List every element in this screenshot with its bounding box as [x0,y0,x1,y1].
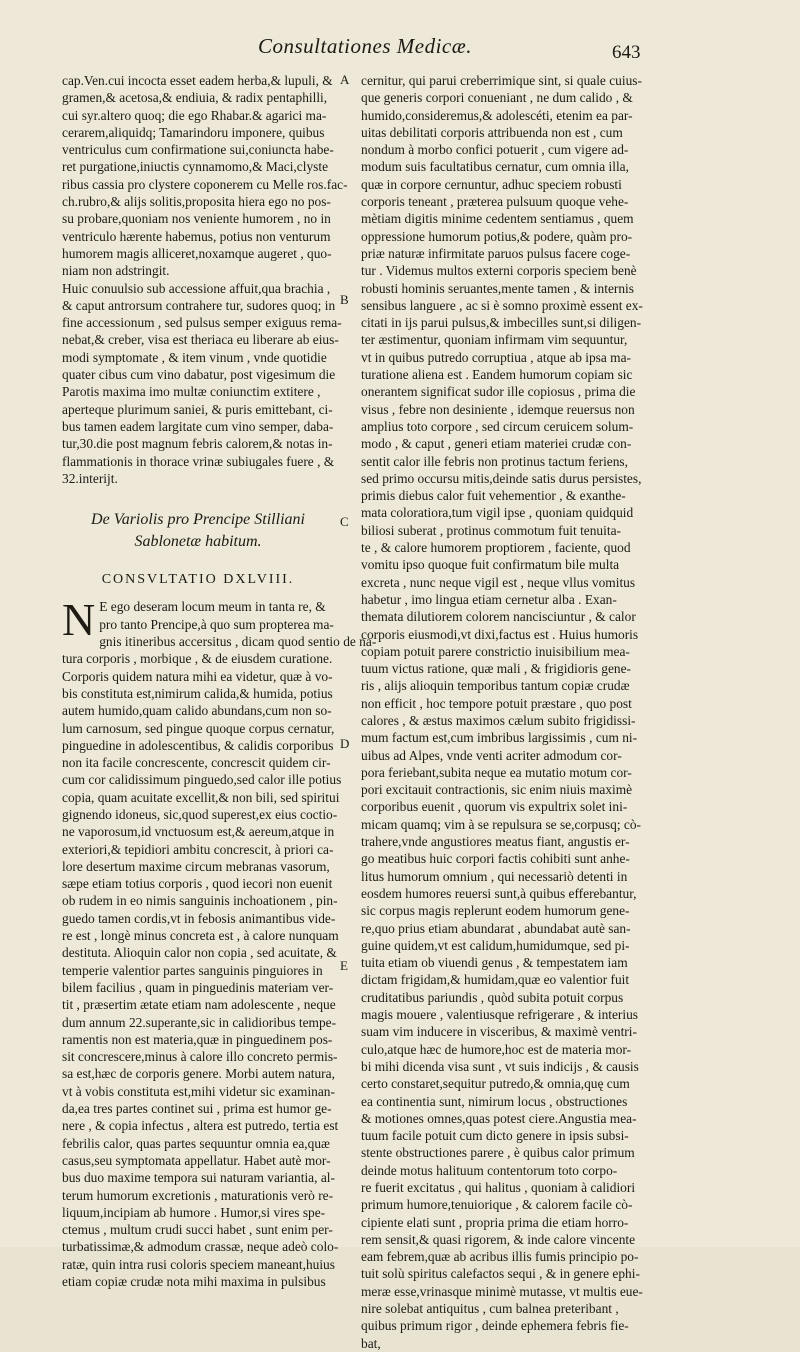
text-line: ret purgatione,iniuctis cynnamomo,& Maci,clyste [62,159,329,175]
text-line: casus,seu symptomata appellatur. Habet autè mor- [62,1152,331,1168]
text-line: turatione aliena est . Eandem humorum copiam sic [361,367,633,383]
text-line: bat, [361,1335,381,1351]
text-line: amplius toto corpore , sed circum ceruicem solum- [361,418,634,434]
text-line: cerarem,aliquidq; Tamarindoru imponere, quibus [62,124,325,140]
text-line: terum humorum excretionis , maturationis verò re- [62,1187,334,1203]
text-line: re fuerit excitatus , qui halitus , quoniam à calidiori [361,1180,636,1195]
text-line: turbatissimæ,& admodum crassæ, neque adeò colo- [62,1239,339,1255]
text-line: habetur , imo lingua etiam cernetur alba . Exan- [361,591,617,607]
text-line: Huic conuulsio sub accessione affuit,qua brachia , [62,280,331,296]
text-line: dum annum 22.superante,sic in calidioribus tempe- [62,1014,337,1030]
text-line: tur . Videmus multos externi corporis speciem benè [361,263,637,279]
text-line: ea continentia sunt, nimirum locus , obstructiones [361,1093,628,1109]
text-line: certo constaret,sequitur putredo,& omnia,quę cum [361,1076,630,1092]
text-line: aperteque plurimum saniei, & puris emittebant, ci- [62,401,333,417]
text-line: modo , & caput , generi etiam materiei crudæ con- [361,436,632,452]
text-line: cipiente elati sunt , propria prima die etiam horro- [361,1214,629,1230]
text-line: ter æstimentur, quoniam infirmam vim sequuntur, [361,332,628,348]
text-line: sensibus languere , ac si è somno proximè essent ex- [361,297,643,313]
text-line: tuita etiam ob viuendi genus , & tempestatem iam [361,955,628,971]
text-line: pori excitauit contractionis, sic enim niuis maximè [361,782,633,798]
text-line: & motiones omnes,quas potest ciere.Angustia mea- [361,1110,637,1126]
text-line: corporibus euenit , quorum vis expultrix solet ini- [361,799,628,815]
text-line: da,ea tres partes continet sui , prima est humor ge- [62,1101,332,1117]
text-line: pinguedine in adolescentibus, & calidis corporibus [62,737,334,753]
right-column-text [361,72,679,1352]
text-line: culo,atque hæc de humore,hoc est de materia mor- [361,1041,632,1057]
text-line: gramen,& acetosa,& endiuia, & radix pentaphilli, [62,90,328,106]
text-line: sentit calor ille febris non protinus tactum feriens, [361,453,628,469]
text-line: temperie valentior partes sanguinis pinguiores in [62,962,323,978]
text-line: themata dilutiorem colorem nancisciuntur , & calor [361,609,636,625]
text-line: visus , febre non desiniente , idemque reuersus non [361,401,635,417]
text-line: nebat,& creber, visa est theriaca eu liberare ab eius- [62,332,339,348]
text-line: sed primo occursu mitis,deinde satis durus persistes, [361,470,642,486]
text-line: micam quamq; vim à se repulsura se se,corpusq; cò- [361,816,642,832]
text-line: mètiam digitis minime cedentem sentiamus , quem [361,211,634,227]
text-line: excreta , nunc neque vigil est , neque vllus vomitus [361,574,636,590]
text-line: pro tanto Prencipe,à quo sum propterea ma- [99,616,334,632]
text-line: deinde motus halituum contentorum toto corpo- [361,1162,618,1178]
text-line: vt à vobis constituta est,mihi videtur sic examinan- [62,1083,335,1099]
text-line: quater cibus cum vino dabatur, post vigesimum die [62,367,336,383]
text-line: calores , & æstus maximos cælum subito frigidissi- [361,712,636,728]
text-line: litus humorum omnium , qui necessariò detenti in [361,868,628,884]
text-line: eam febrem,quæ ab acribus illis fumis principio po- [361,1249,639,1265]
text-line: bus tamen eadem largitate cum vino semper, daba- [62,418,334,434]
text-line: ribus cassia pro clystere coponerem cu Melle ros.fac- [62,176,348,192]
text-line: Parotis maxima imo multæ coniunctim extitere , [62,384,321,400]
text-line: etiam copiæ crudæ nota mihi maxima in pulsibus [62,1274,326,1289]
text-line: nondum à morbo confici potuerit , cum vigere ad- [361,142,629,158]
text-line: ratæ, quin intra rusi coloris speciem maneant,huius [62,1256,335,1272]
text-line: tura corporis , morbique , & de eiusdem curatione. [62,651,333,667]
text-line: suam vim inducere in visceribus, & maximè ventri- [361,1024,637,1040]
text-line: robusti hominis seruantes,mente tamen , & internis [361,280,634,296]
text-line: & caput antrorsum contrahere tur, sudores quoq; in [62,297,336,313]
text-line: onerantem significat sudor ille copiosus , prima die [361,384,636,400]
text-line: lum carnosum, sed pingue quoque corpus cernatur, [62,720,335,736]
margin-letter-a: A [340,72,350,87]
text-line: trahere,vnde angustiores meatus fiant, angustis er- [361,834,630,850]
text-line: primum humore,tenuiorique , & calorem facile cò- [361,1197,633,1213]
text-line: sic corpus magis replerunt eodem humorum gene- [361,903,630,919]
text-line: flammationis in thorace vrinæ subiugales fuere , & [62,453,335,469]
previous-case-paragraph [62,72,348,487]
text-line: exteriori,& tepidiori ambitu concrescit, à priori ca- [62,841,334,857]
text-line: sa est,hæc de corporis genere. Morbi autem natura, [62,1066,335,1082]
text-line: ris , alijs alioquin temporibus tantum copiæ crudæ [361,678,630,694]
text-line: corporis teneant , præterea pulsuum quoque vehe- [361,194,629,210]
text-line: go meatibus huic corpori factis cohibiti sunt anhe- [361,851,630,867]
text-line: tuum facile potuit cum dicto genere in ipsis subsi- [361,1128,629,1144]
section-heading [62,509,334,553]
text-line: humorem magis alliceret,noxamque augeret , quo- [62,245,332,261]
consultatio-title: CONSVLTATIO DXLVIII. [101,572,295,588]
text-line: que generis corpori conueniant , ne dum calido , & [361,90,633,106]
text-line: ne vaporosum,id vnctuosum est,& aereum,atque in [62,824,335,840]
text-line: gnis itineribus accersitus , dicam quod sentio de na- [99,634,377,650]
text-line: humido,consideremus,& adolescéti, etenim ea par- [361,107,633,123]
text-line: cui syr.altero quoq; die ego Rhabar.& agarici ma- [62,107,327,123]
text-line: E ego deseram locum meum in tanta re, & [99,599,326,615]
text-line: tuit solù spiritus calefactos sequi , & in genere ephi- [361,1266,640,1282]
text-line: modum suis facultatibus cernatur, cum omnia illa, [361,159,629,175]
text-line: ventriculus cum confirmatione sui,coniuncta habe- [62,142,334,158]
text-line: tit , præsertim ætate etiam nam adolescente , neque [62,997,336,1013]
text-line: re,quo prius etiam abundarat , abundabat autè san- [361,920,631,936]
text-line: oppressione humorum potius,& podere, quàm pro- [361,228,633,244]
text-line: bus duo maxime tempora sui naturam variantia, al- [62,1170,335,1186]
text-line: biliosi suberat , protinus commotum fuit tenuita- [361,522,621,538]
text-line: corporis eiusmodi,vt dixi,factus est . Huius humoris [361,626,639,642]
text-line: guine quidem,vt est calidum,humidumque, sed pi- [361,937,630,953]
text-line: primis diebus calor fuit vehementior , & exanthe- [361,488,626,504]
text-line: nire solebat antiquitus , cum balnea preteribant , [361,1301,619,1317]
text-line: cernitur, qui parui creberrimique sint, si quale cuius- [361,73,642,88]
text-line: ventriculo hærente habemus, potius non venturum [62,228,331,244]
text-line: rem sensit,& quasi rigorem, & inde calore vincente [361,1231,636,1247]
text-line: copiam potuit parere constrictio inuisibilium mea- [361,643,630,659]
text-line: febrilis calor, quas partes sequuntur omnia ea,quæ [62,1135,330,1151]
margin-letter-c: C [340,514,349,529]
text-line: sæpe etiam totius corporis , quod iecori non euenit [62,876,333,892]
running-title: Consultationes Medicæ. [258,34,472,58]
text-line: copia, quam acuitate excellit,& non bili, sed spiritui [62,789,340,805]
text-line: modi symptomate , & item vinum , vnde quotidie [62,349,327,365]
text-line: nere , & copia infectus , altera est putredo, tertia est [62,1118,339,1134]
text-line: fine accessionum , sed pulsus semper exiguus rema- [62,315,342,331]
text-line: autem humido,quam calido abundans,cum non so- [62,703,332,719]
text-line: cruditatibus pariundis , quòd subita potuit corpus [361,989,624,1005]
drop-cap: N [62,594,96,646]
text-line: liquum,incipiam ab humore . Humor,si vires spe- [62,1204,326,1220]
margin-letter-d: D [340,736,350,751]
text-line: quibus primum rigor , deinde ephemera febris fie- [361,1318,629,1334]
text-line: lore desertum maxime circum mebranas vasorum, [62,858,330,874]
consultatio-text [62,594,377,1290]
text-line: bis constituta est,nimirum calida,& humida, potius [62,685,333,701]
text-line: guedo tamen cordis,vt in febosis animantibus vide- [62,910,336,926]
text-line: ch.rubro,& alijs solitis,proposita hiera ego no pos- [62,194,331,210]
consultatio-body [62,594,377,1290]
text-line: Corporis quidem natura mihi ea videtur, quæ à vo- [62,668,333,684]
text-line: dictam frigidam,& humidam,quæ eo valentior fuit [361,972,630,988]
text-line: non ita facile concrescente, concrescit quidem cir- [62,755,331,771]
text-line: eosdem humores reuersi sunt,à quibus efferebantur, [361,885,637,901]
text-line: magis mouere , valentiusque refrigerare , & interius [361,1007,639,1023]
text-line: bilem facilius , quam in pinguedinis materiam ver- [62,979,334,995]
text-line: destituta. Alioquin calor non copia , sed acuitate, & [62,945,337,961]
text-line: sit concrescere,minus à calore illo concreto permis- [62,1049,338,1065]
text-line: citati in ijs parui pulsus,& imbecilles sunt,si diligen- [361,315,642,331]
text-line: vt in quibus putredo corruptiua , atque ab ipsa ma- [361,349,631,365]
text-line: cap.Ven.cui incocta esset eadem herba,& lupuli, & [62,73,333,88]
text-line: su probare,quoniam nos veniente humorem , no in [62,211,331,227]
text-line: ctemus , multum crudi succi habet , sunt enim per- [62,1222,333,1238]
text-line: te , & calore humorem proptiorem , faciente, quod [361,540,631,556]
text-line: mata coloratiora,tum vigil ipse , quoniam quidquid [361,505,634,521]
margin-letter-b: B [340,292,349,307]
text-line: ob rudem in eo nimis sanguinis inchoationem , pin- [62,893,338,909]
page-number: 643 [612,42,641,63]
heading-line-1: De Variolis pro Prencipe Stilliani [91,511,305,529]
text-line: niam non adstringit. [62,263,170,279]
text-line: tur,30.die post magnum febris calorem,& notas in- [62,436,333,452]
text-line: gignendo idoneus, sic,quod superest,ex eius coctio- [62,806,338,822]
text-line: uitas debilitati corporis attribuenda non est , cum [361,124,623,140]
text-line: pora feriebant,subita neque ea mutatio motum cor- [361,764,632,780]
text-line: priæ naturæ infirmitate paruos pulsus facere coge- [361,245,631,261]
text-line: non efficit , hoc tempore potuit præstare , quo post [361,695,632,711]
text-line: ramentis non est materia,quæ in pinguedinem pos- [62,1031,333,1047]
text-line: uibus ad Alpes, vnde venti acriter admodum cor- [361,747,622,763]
left-column [62,72,377,1290]
right-column [361,72,679,1352]
text-line: bi mihi dicenda visa sunt , vt suis indicijs , & causis [361,1058,639,1074]
text-line: re est , longè minus concreta est , à calore nunquam [62,928,339,944]
text-line: meræ esse,vrinasque minimè mutasse, vt multis eue- [361,1283,643,1299]
text-line: 32.interijt. [62,470,118,486]
margin-letter-e: E [340,958,348,973]
text-line: mum factum est,cum imbribus largissimis , cum ni- [361,730,638,746]
heading-line-2: Sablonetæ habitum. [134,533,262,551]
text-line: quæ in corpore cernuntur, adhuc speciem robusti [361,176,622,192]
text-line: stente obstructiones parere , è quibus calor primum [361,1145,635,1161]
text-line: cum cor calidissimum pinguedo,sed calor ille potius [62,772,342,788]
text-line: tuum victus ratione, quæ mali , & frigidioris gene- [361,661,631,677]
text-line: vomitu ipso quoque fuit confirmatum bile multa [361,557,620,573]
